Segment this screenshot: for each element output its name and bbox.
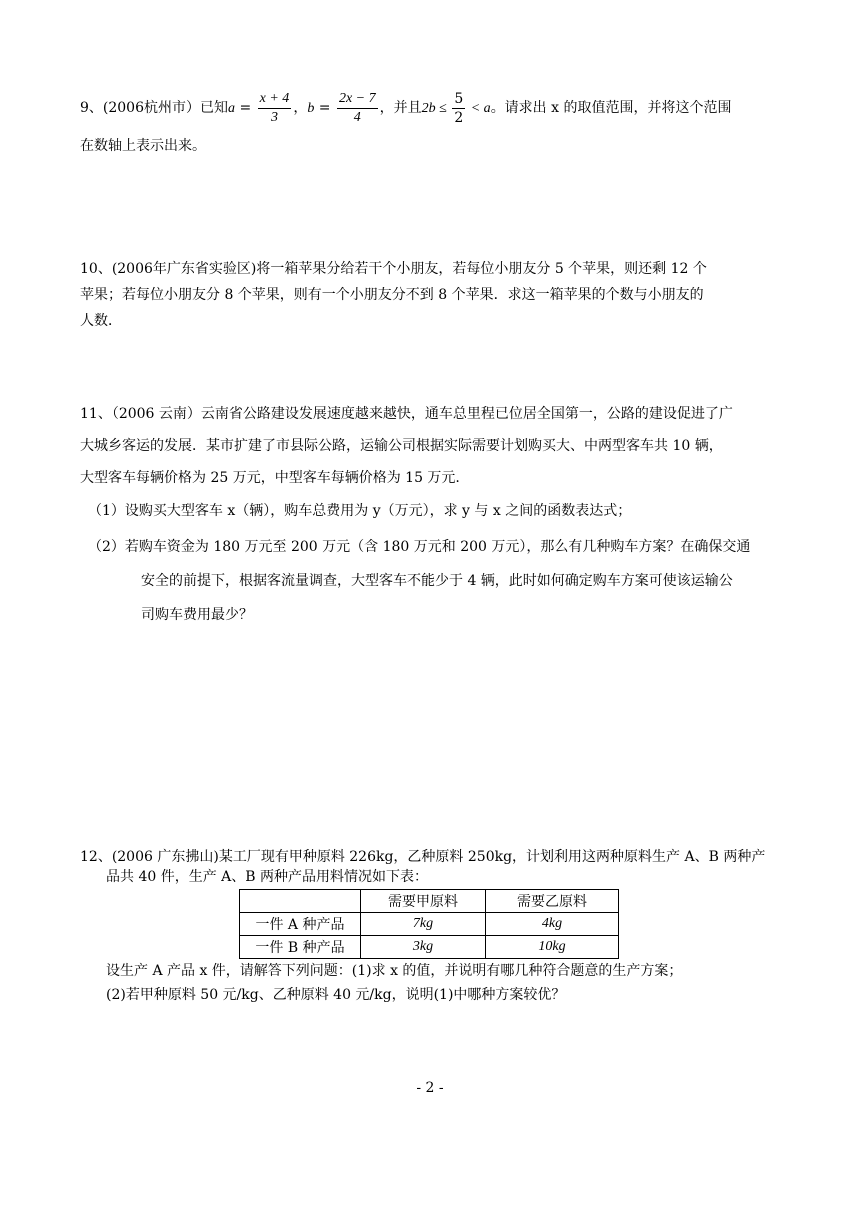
table-cell: 10kg	[486, 936, 619, 959]
table-row	[240, 913, 619, 936]
table-cell: 7kg	[361, 913, 486, 936]
table-header-cell	[240, 890, 361, 913]
q9-b-var: b	[307, 101, 315, 116]
table-cell: 3kg	[361, 936, 486, 959]
q11-line-1: 11、（2006 云南）云南省公路建设发展速度越来越快，通车总里程已位居全国第一，公路的建设促进了广	[80, 406, 733, 422]
q9-separator-2: ，并且	[379, 100, 422, 116]
materials-table	[239, 889, 619, 959]
q12-line-4: (2)若甲种原料 50 元/kg、乙种原料 40 元/kg，说明(1)中哪种方案较优？	[106, 987, 566, 1003]
table-header-row	[240, 890, 619, 913]
q9-line-2: 在数轴上表示出来。	[80, 138, 206, 154]
q11-line-2: 大城乡客运的发展．某市扩建了市县际公路，运输公司根据实际需要计划购买大、中两型客车共 10 辆，	[80, 438, 723, 454]
table-header-cell: 需要甲原料	[361, 890, 486, 913]
q9-fraction-a	[258, 90, 292, 127]
q9-c-numerator: 5	[454, 90, 464, 107]
table-cell: 一件 A 种产品	[240, 913, 361, 936]
q9-b-denominator: 4	[353, 109, 361, 125]
q11-subquestion-2-line-2: 安全的前提下，根据客流量调查，大型客车不能少于 4 辆，此时如何确定购车方案可使该运输公	[141, 573, 733, 589]
q9-c-denominator: 2	[454, 109, 464, 126]
q9-b-numerator: 2x − 7	[337, 90, 378, 109]
q9-eq-b: =	[314, 100, 335, 116]
q10-line-3: 人数．	[80, 313, 122, 329]
q12-line-3: 设生产 A 产品 x 件，请解答下列问题：(1)求 x 的值，并说明有哪几种符合题意的生产方案；	[106, 963, 683, 979]
q9-line-1	[80, 88, 731, 129]
q11-line-3: 大型客车每辆价格为 25 万元，中型客车每辆价格为 15 万元.	[80, 470, 460, 486]
table-row	[240, 936, 619, 959]
q9-eq-a: =	[235, 100, 256, 116]
q11-subquestion-1: （1）设购买大型客车 x（辆），购车总费用为 y（万元），求 y 与 x 之间的函数表达式；	[88, 503, 632, 519]
table-cell: 一件 B 种产品	[240, 936, 361, 959]
q9-suffix: 。请求出 x 的取值范围，并将这个范围	[490, 100, 732, 116]
q9-separator-1: ，	[293, 100, 308, 116]
page-number: - 2 -	[416, 1080, 444, 1096]
q12-line-2: 品共 40 件，生产 A、B 两种产品用料情况如下表：	[106, 869, 429, 885]
q10-line-2: 苹果；若每位小朋友分 8 个苹果，则有一个小朋友分不到 8 个苹果．求这一箱苹果的个数与小朋友的	[80, 287, 704, 303]
q9-inequality-right: < a	[467, 101, 491, 116]
q9-fraction-c	[452, 90, 465, 127]
q11-subquestion-2-line-1: （2）若购车资金为 180 万元至 200 万元（含 180 万元和 200 万元），那么有几种购车方案？在确保交通	[88, 539, 751, 555]
q9-prefix: 9、(2006杭州市）已知	[80, 100, 228, 116]
q9-inequality-left: 2b ≤	[421, 101, 451, 116]
table-header-cell: 需要乙原料	[486, 890, 619, 913]
q12-line-1: 12、(2006 广东拂山)某工厂现有甲种原料 226kg，乙种原料 250kg，计划利用这两种原料生产 A、B 两种产	[80, 849, 766, 865]
table-cell: 4kg	[486, 913, 619, 936]
q9-fraction-b	[337, 90, 378, 127]
q9-a-numerator: x + 4	[258, 90, 292, 109]
q9-a-var: a	[228, 101, 235, 116]
q11-subquestion-2-line-3: 司购车费用最少？	[141, 607, 253, 623]
q10-line-1: 10、(2006年广东省实验区)将一箱苹果分给若干个小朋友，若每位小朋友分 5 个苹果，则还剩 12 个	[80, 261, 707, 277]
q9-a-denominator: 3	[270, 109, 278, 125]
